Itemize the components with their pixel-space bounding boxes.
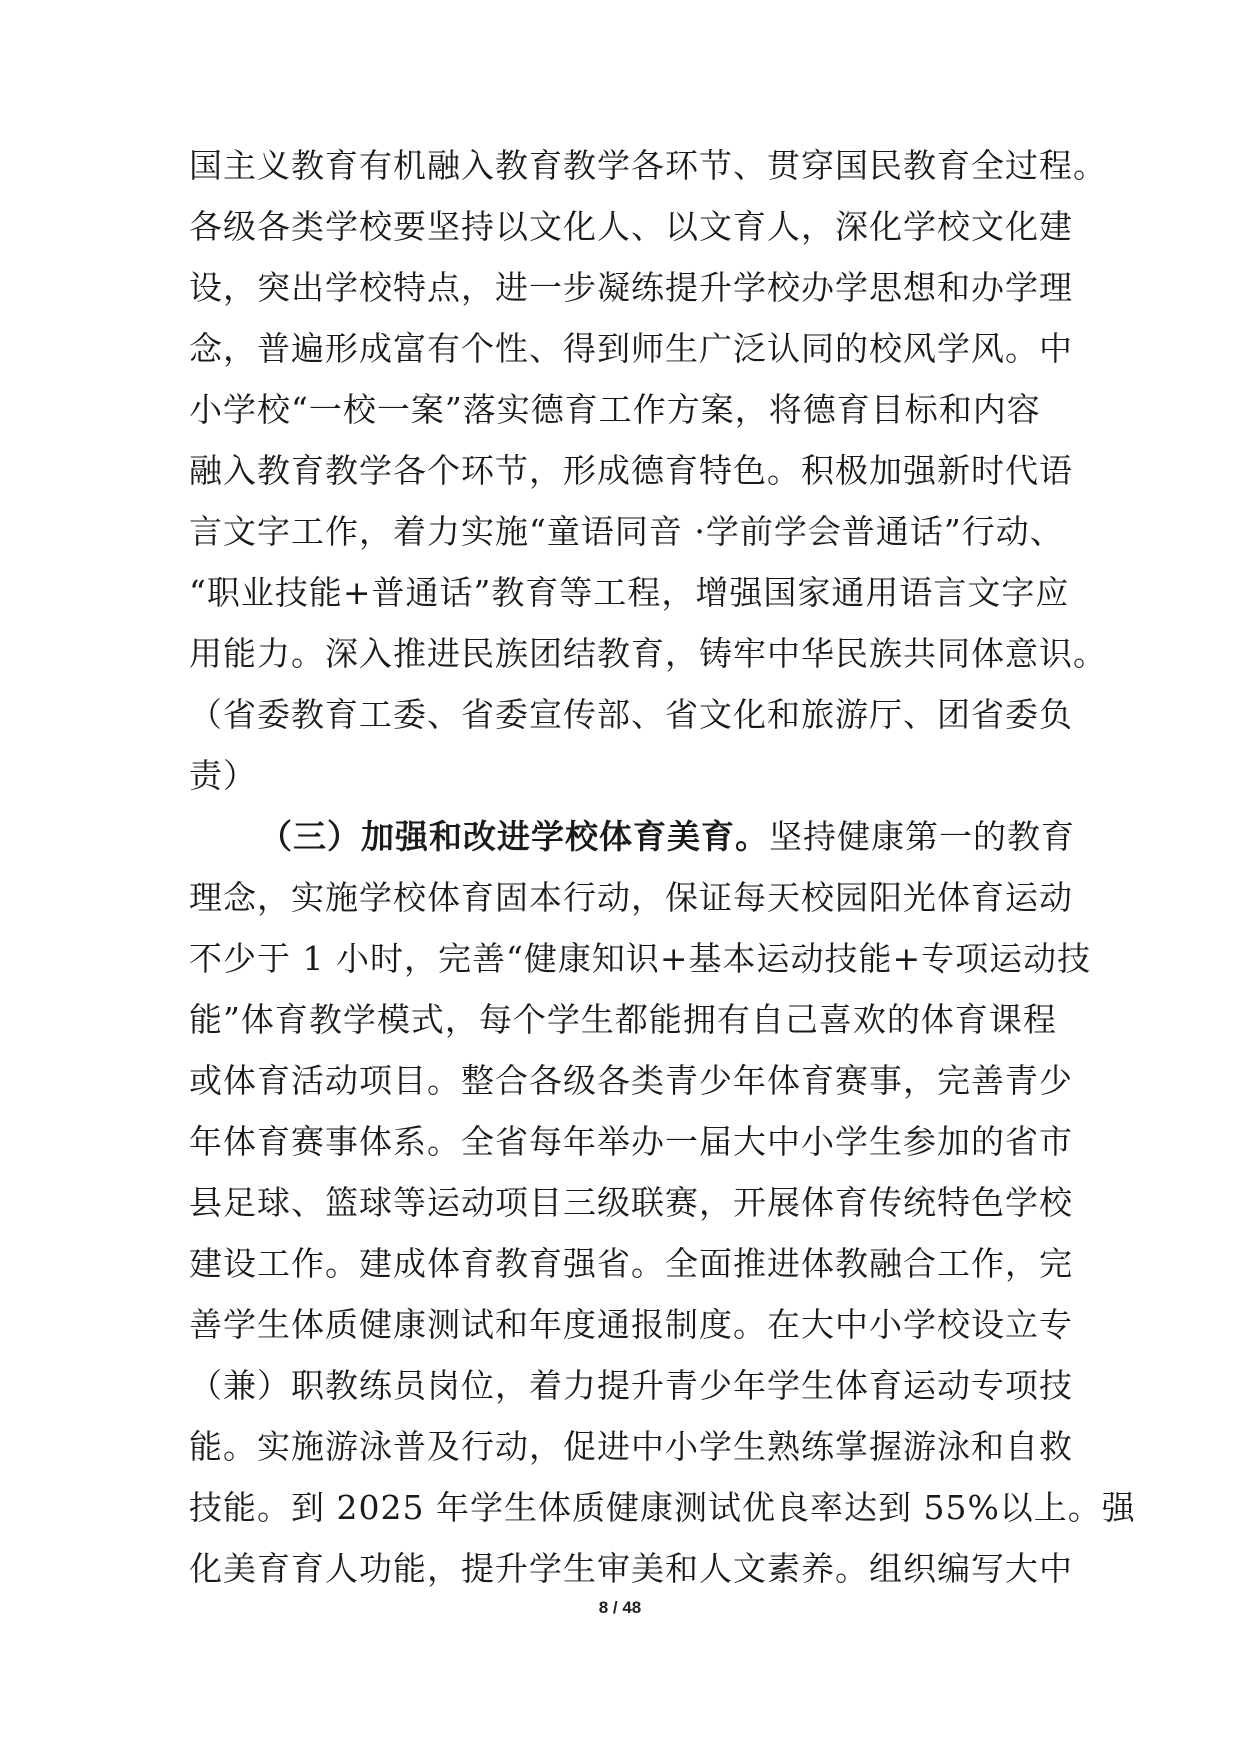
body-text-line: （省委教育工委、省委宣传部、省文化和旅游厅、团省委负 [189,695,1073,734]
body-text-line: 不少于 1 小时，完善“健康知识+基本运动技能+专项运动技 [189,939,1092,978]
page-number: 8 / 48 [598,1598,642,1617]
body-text-line: 各级各类学校要坚持以文化人、以文育人，深化学校文化建 [189,207,1073,246]
body-text-line: 能”体育教学模式，每个学生都能拥有自己喜欢的体育课程 [189,1000,1057,1039]
body-text-line: 责） [189,756,257,795]
body-text-line: 善学生体质健康测试和年度通报制度。在大中小学校设立专 [189,1305,1073,1344]
body-text-line: 融入教育教学各个环节，形成德育特色。积极加强新时代语 [189,451,1073,490]
section-heading-continuation: 坚持健康第一的教育 [769,817,1075,856]
body-text-line: 技能。到 2025 年学生体质健康测试优良率达到 55%以上。强 [189,1488,1136,1527]
body-text-line: 或体育活动项目。整合各级各类青少年体育赛事，完善青少 [189,1061,1073,1100]
body-text-line: 小学校“一校一案”落实德育工作方案，将德育目标和内容 [189,390,1041,429]
body-text-line: 能。实施游泳普及行动，促进中小学生熟练掌握游泳和自救 [189,1427,1073,1466]
body-text-line: 年体育赛事体系。全省每年举办一届大中小学生参加的省市 [189,1122,1073,1161]
body-text-line: 念，普遍形成富有个性、得到师生广泛认同的校风学风。中 [189,329,1073,368]
body-text-line: 理念，实施学校体育固本行动，保证每天校园阳光体育运动 [189,878,1073,917]
body-text-line: （兼）职教练员岗位，着力提升青少年学生体育运动专项技 [189,1366,1073,1405]
body-text-line: 化美育育人功能，提升学生审美和人文素养。组织编写大中 [189,1549,1073,1588]
body-text-line: 建设工作。建成体育教育强省。全面推进体教融合工作，完 [189,1244,1073,1283]
section-heading-line [259,817,1139,857]
section-heading: （三）加强和改进学校体育美育。 [259,817,769,856]
body-text-line: 用能力。深入推进民族团结教育，铸牢中华民族共同体意识。 [189,634,1107,673]
body-text-line: 言文字工作，着力实施“童语同音 ·学前学会普通话”行动、 [189,512,1064,551]
body-text-line: 国主义教育有机融入教育教学各环节、贯穿国民教育全过程。 [189,146,1107,185]
body-text-line: 设，突出学校特点，进一步凝练提升学校办学思想和办学理 [189,268,1073,307]
body-text-line: 县足球、篮球等运动项目三级联赛，开展体育传统特色学校 [189,1183,1073,1222]
body-text-line: “职业技能+普通话”教育等工程，增强国家通用语言文字应 [189,573,1070,612]
